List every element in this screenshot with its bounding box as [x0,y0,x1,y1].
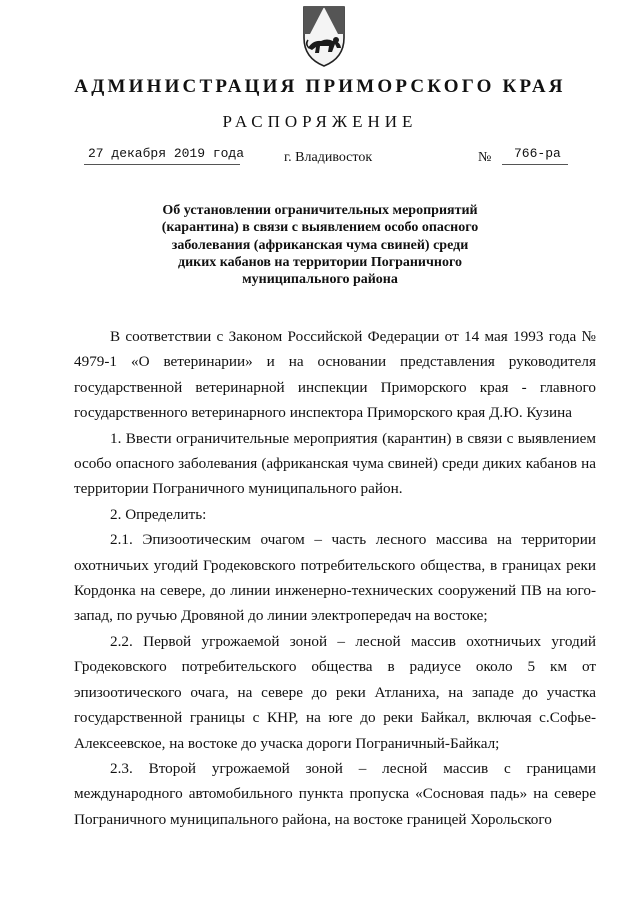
clause-1: 1. Ввести ограничительные мероприятия (карантин) в связи с выявлением особо опасного заболевания (африканская чума свиней) среди диких кабанов на территории Пограничного муниципального район. [74,429,596,498]
document-number: 766-ра [514,146,561,161]
number-label: № [478,150,492,165]
document-type: РАСПОРЯЖЕНИЕ [222,112,418,131]
clause-2-2: 2.2. Первой угрожаемой зоной – лесной массив охотничьих угодий Гродековского потребительского общества в радиусе около 5 км от эпизоотического очага, на севере до реки Атланиха, на западе до участка государственной границы с КНР, на юге до реки Байкал, включая с.Софье-Алексеевское, на востоке до учаска дороги Пограничный-Байкал; [74,632,596,752]
subject-line: Об установлении ограничительных мероприятий [162,203,478,218]
subject-line: заболевания (африканская чума свиней) среди [171,237,469,253]
subject-line: муниципального района [242,272,398,288]
coat-of-arms-icon [299,4,349,68]
number-underline [502,164,568,165]
clause-2-1: 2.1. Эпизоотическим очагом – часть лесного массива на территории охотничьих угодий Гродековского потребительского общества, в границах реки Кордонка на севере, до линии инженерно-технических сооружений ПВ на юго-запад, по ручью Дровяной до линии электропередач на востоке; [74,531,596,625]
clause-2: 2. Определить: [110,505,207,523]
clause-2-3: 2.3. Второй угрожаемой зоной – лесной массив с границами международного автомобильного пункта пропуска «Сосновая падь» на севере Пограничного муниципального района, на востоке границей Хорольского [74,759,596,828]
document-subject [150,202,490,288]
document-date: 27 декабря 2019 года [88,146,245,161]
subject-line: (карантина) в связи с выявлением особо опасного [161,220,479,236]
document-city: г. Владивосток [284,150,373,165]
document-body [74,324,596,832]
organization-title: АДМИНИСТРАЦИЯ ПРИМОРСКОГО КРАЯ [74,76,566,97]
date-underline [84,164,240,165]
preamble-paragraph: В соответствии с Законом Российской Федерации от 14 мая 1993 года № 4979-1 «О ветеринарии» и на основании представления руководителя государственной ветеринарной инспекции Приморского края - главного государственного ветеринарного инспектора Приморского края Д.Ю. Кузина [74,328,596,422]
subject-line: диких кабанов на территории Пограничного [178,254,462,270]
